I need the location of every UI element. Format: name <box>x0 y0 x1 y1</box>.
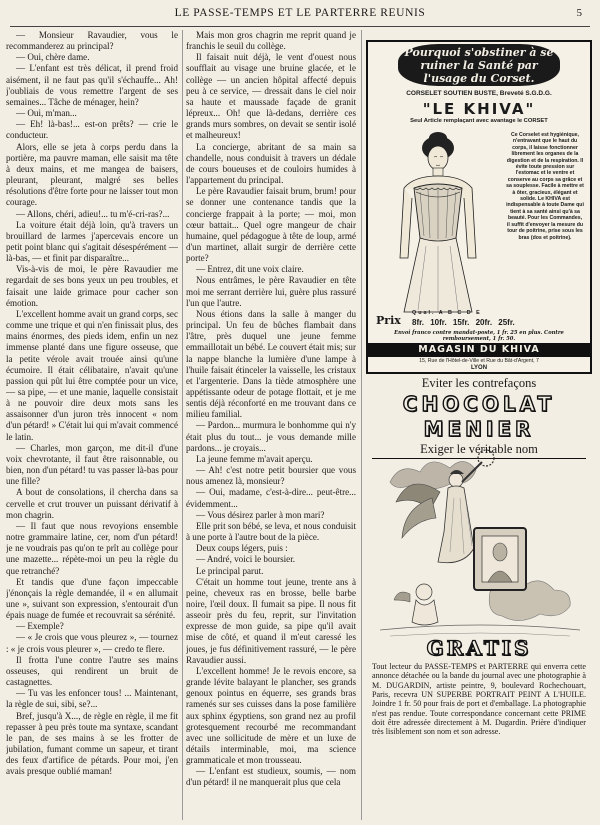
article-paragraph: — Allons, chéri, adieu!... tu m'é-cri-ras?... <box>16 208 170 219</box>
article-paragraph: — L'enfant est studieux, soumis, — nom d'un pétard! il ne manquerait plus que cela <box>186 766 356 788</box>
article-paragraph: — Oui, chère dame. <box>16 52 90 63</box>
article-paragraph: A bout de consolations, il chercha dans sa cervelle et crut trouver un puissant dérivatif à mon chagrin. <box>6 487 178 520</box>
article-paragraph: L'excellent homme! Je le revois encore, sa grande lévite balayant le plancher, ses grands genoux pointus en équerre, ses grands bras ramenés sur ses cuisses dans la pose familière aux sphinx égyptiens, son grand nez au profil grotesquement recourbé me recommandant avec une sollicitude de mère et un luxe de détails interminable, moi, ma science grammaticale et mon trousseau. <box>186 665 356 766</box>
article-paragraph: C'était un homme tout jeune, trente ans à peine, cheveux ras en brosse, belle barbe noire, l'œil doux. Il fumait sa pipe. Il nous fit asseoir près du feu, reprit, sur l'invitation expresse de mon guide, sa pipe qu'il avait mise de côté, et quand il m'eut caressé les joues, je fus définitivement rassuré, — le père Ravaudier aussi. <box>186 576 356 665</box>
khiva-address: 15, Rue de l'Hôtel-de-Ville et Rue du Bât-d'Argent, 7 <box>419 358 539 364</box>
column-divider <box>361 30 362 820</box>
corset-woman-illustration <box>374 130 502 316</box>
article-paragraph: — Oui, madame, c'est-à-dire... peut-être... évidemment... <box>186 487 356 509</box>
article-paragraph: Il faisait nuit déjà, le vent d'ouest nous soufflait au visage une bruine glacée, et le collège — un ancien hôpital affecté depuis peu à ce service, — dressait dans le ciel noir sa haute et maussade façade de granit lépreux... Oh! que là-dedans, derrière ces grands murs sombres, on devait se sentir isolé et malheureux! <box>186 52 356 141</box>
article-paragraph: Vis-à-vis de moi, le père Ravaudier me regardait de ses bons yeux un peu troubles, et faisait une laide grimace pour cacher son émotion. <box>6 264 178 308</box>
gratis-offer-text: Tout lecteur du PASSE-TEMPS et PARTERRE qui enverra cette annonce détachée ou la bande du journal avec une photographie à M. DUGARDIN, artiste peintre, 9, boulevard Rochechouart, Paris, recevra UN SUPERBE PORTRAIT PEINT A L'HUILE. Joindre 1 fr. 50 pour frais de port et d'emballage. La photographie n'est pas rendue. Toute correspondance concernant cette PRIME doit être adressée directement à M. Dugardin. Prière d'indiquer très lisiblement son nom et son adresse. <box>372 662 586 737</box>
article-paragraph: — Il faut que nous revoyions ensemble notre grammaire latine, cer, nom d'un pétard! je ne voudrais pas qu'on te prît au collège pour une mazette... répète-moi un peu la règle du que retranché? <box>6 520 178 576</box>
article-paragraph: — Eh! là-bas!... est-on prêts? — crie le conducteur. <box>6 119 178 141</box>
article-paragraph: — Charles, mon garçon, me dit-il d'une voix chevrotante, il faut être raisonnable, ou bien, non d'un pétard! tu vas passer là-bas pour une fille? <box>6 442 178 487</box>
article-paragraph: — Monsieur Ravaudier, vous le recommanderez au principal? <box>6 30 178 52</box>
article-paragraph: — Oui, m'man... <box>16 108 77 119</box>
menier-brand-name: MENIER <box>423 417 535 441</box>
khiva-store-name: MAGASIN DU KHIVA <box>368 343 590 357</box>
page-header <box>10 4 590 27</box>
article-paragraph: Et tandis que d'une façon impeccable j'énonçais la règle demandée, il « en allumait une », suivant son expression, s'entourait d'un épais nuage de fumée et recouvrait sa sérénité. <box>6 576 178 621</box>
menier-brand-chocolat: CHOCOLAT <box>402 392 556 416</box>
article-paragraph: La jeune femme m'avait aperçu. <box>196 453 313 464</box>
advertisement-column <box>366 30 592 820</box>
article-paragraph: Elle prit son bébé, se leva, et nous conduisit à une porte à l'autre bout de la pièce. <box>186 520 356 543</box>
article-paragraph: — Exemple? <box>16 621 64 632</box>
article-paragraph: Mais mon gros chagrin me reprit quand je franchis le seuil du collège. <box>186 30 356 52</box>
article-paragraph: Nous entrâmes, le père Ravaudier en tête moi me serrant derrière lui, guère plus rassuré l'un que l'autre. <box>186 275 356 308</box>
page-number: 5 <box>576 7 582 19</box>
article-paragraph: Bref, jusqu'à X..., de règle en règle, il me fit repasser à peu près toute ma syntaxe, scandant le pan, de ses mains à se les frotter de jubilation, fumant comme un sapeur, et tirant des feux d'artifice de pétards. Pour moi, j'en avais presque oublié maman! <box>6 710 178 777</box>
article-paragraph: — Ah! c'est notre petit boursier que vous nous amenez là, monsieur? <box>186 465 356 487</box>
article-paragraph: Alors, elle se jeta à corps perdu dans la portière, ma pauvre maman, elle saisit ma tête à deux mains, et me mangea de baisers, pleurant, pleurant, malgré ses belles résolutions d'être forte pour ne laisser tout mon courage. <box>6 141 178 208</box>
article-paragraph: Nous étions dans la salle à manger du principal. Un feu de bûches flambait dans l'âtre, près duquel une jeune femme emmaillotait un bébé. Le couvert était mis; sur la nappe blanche la lumière d'une lampe à l'huile faisait étinceler la vaisselle, les cristaux et l'argenterie. Dans la tiède atmosphère une appétissante odeur de potage flottait, et je me sentis déjà réconforté en me trouvant dans ce milieu familial. <box>186 308 356 420</box>
khiva-tagline: Seul Article remplaçant avec avantage le CORSET <box>410 118 548 124</box>
article-paragraph: — Vous désirez parler à mon mari? <box>196 509 325 520</box>
article-paragraph: — L'enfant est très délicat, il prend froid aisément, il ne faut pas qu'il s'échauffe... Ah! j'oubliais de vous remettre l'argent de ses semaines... Tâche de ménager, hein? <box>6 63 178 107</box>
running-title: LE PASSE-TEMPS ET LE PARTERRE REUNIS <box>174 7 426 19</box>
khiva-description: Ce Corselet est hygiénique, n'entravant que le haut du corps, il laisse fonctionner librement les organes de la digestion et de la respiration. Il évite toute pression sur l'estomac et le ventre et conserve au corps sa grâce et sa souplesse. Facile à mettre et à ôter, gracieux, élégant et solide. Le KHIVA est indispensable à toute Dame qui tient à sa santé ainsi qu'à sa beauté. Pour les Commandes, il suffit d'envoyer la mesure du tour de poitrine, prise sous les bras (dos et poitrine). <box>506 132 584 241</box>
khiva-subtitle: CORSELET SOUTIEN BUSTE, Breveté S.G.D.G. <box>406 90 552 97</box>
article-paragraph: La voiture était déjà loin, qu'à travers un brouillard de larmes j'apercevais encore un petit point blanc qui s'agitait désespérément — là-bas, — et finit par disparaître... <box>6 219 178 264</box>
article-paragraph: Il frotta l'une contre l'autre ses mains osseuses, qui rendirent un bruit de castagnettes. <box>6 654 178 688</box>
article-paragraph: Le principal parut. <box>196 565 264 576</box>
menier-warning-text: Eviter les contrefaçons <box>421 376 537 390</box>
column-divider <box>182 30 183 820</box>
article-paragraph: — André, voici le boursier. <box>196 554 296 565</box>
article-column-1 <box>6 30 178 820</box>
khiva-city: LYON <box>470 365 488 371</box>
khiva-price-label: Prix <box>376 314 401 327</box>
article-column-2 <box>186 30 356 820</box>
article-paragraph: — Tu vas les enfoncer tous! ... Maintenant, la règle de sui, sibi, se?... <box>6 688 178 710</box>
khiva-banner: Pourquoi s'obstiner à se ruiner la Santé par l'usage du Corset. <box>398 44 560 86</box>
gratis-title: GRATIS <box>426 636 532 660</box>
article-paragraph: Le père Ravaudier faisait brum, brum! pour se donner une contenance tandis que la concierge frappait à la porte; — moi, mon cœur battait... Quel ogre mangeur de chair humaine, quel pédagogue à tête de loup, armé d'un martinet, allait surgir de derrière cette porte? <box>186 186 356 264</box>
khiva-price-list: 8fr. 10fr. 15fr. 20fr. 25fr. <box>412 318 515 327</box>
khiva-quality-sizes: Qual. A B C D E <box>412 310 482 316</box>
article-paragraph: La concierge, abritant de sa main sa chandelle, nous conduisit à travers un dédale de cours boueuses et de couloirs humides à l'appartement du principal. <box>186 141 356 186</box>
menier-demand-text: Exiger le véritable nom <box>420 442 538 456</box>
khiva-shipping-note: Envoi franco contre mandat-poste, 1 fr. 25 en plus. Contre remboursement, 1 fr. 50. <box>394 330 564 342</box>
article-paragraph: L'excellent homme avait un grand corps, sec comme une trique et qui n'en finissait plus, des mains énormes, des pieds idem, enfin un nez immense planté dans une figure osseuse, que la petite vérole avait trouée ainsi qu'une écumoire. Il était célibataire, n'avait qu'une passion qui pût lui être comptée pour un vice, — sa pipe, — et une manie, laquelle consistait à ne pouvoir dire deux mots sans les assaisonner d'un juron très innocent « nom d'un pétard! » C'était lui qui m'avait commencé le latin. <box>6 308 178 442</box>
khiva-corset-ad <box>366 40 592 374</box>
article-paragraph: — Pardon... murmura le bonhomme qui n'y était plus du tout... je vous demande mille pardons... je croyais... <box>186 420 356 453</box>
article-paragraph: Deux coups légers, puis : <box>196 543 288 554</box>
allegorical-portrait-illustration <box>370 442 588 642</box>
article-paragraph: — « Je crois que vous pleurez », — tournez : « je crois vous pleurer », — credo te flere. <box>6 632 178 654</box>
khiva-product-name: "LE KHIVA" <box>422 100 536 118</box>
article-paragraph: — Entrez, dit une voix claire. <box>196 264 304 275</box>
